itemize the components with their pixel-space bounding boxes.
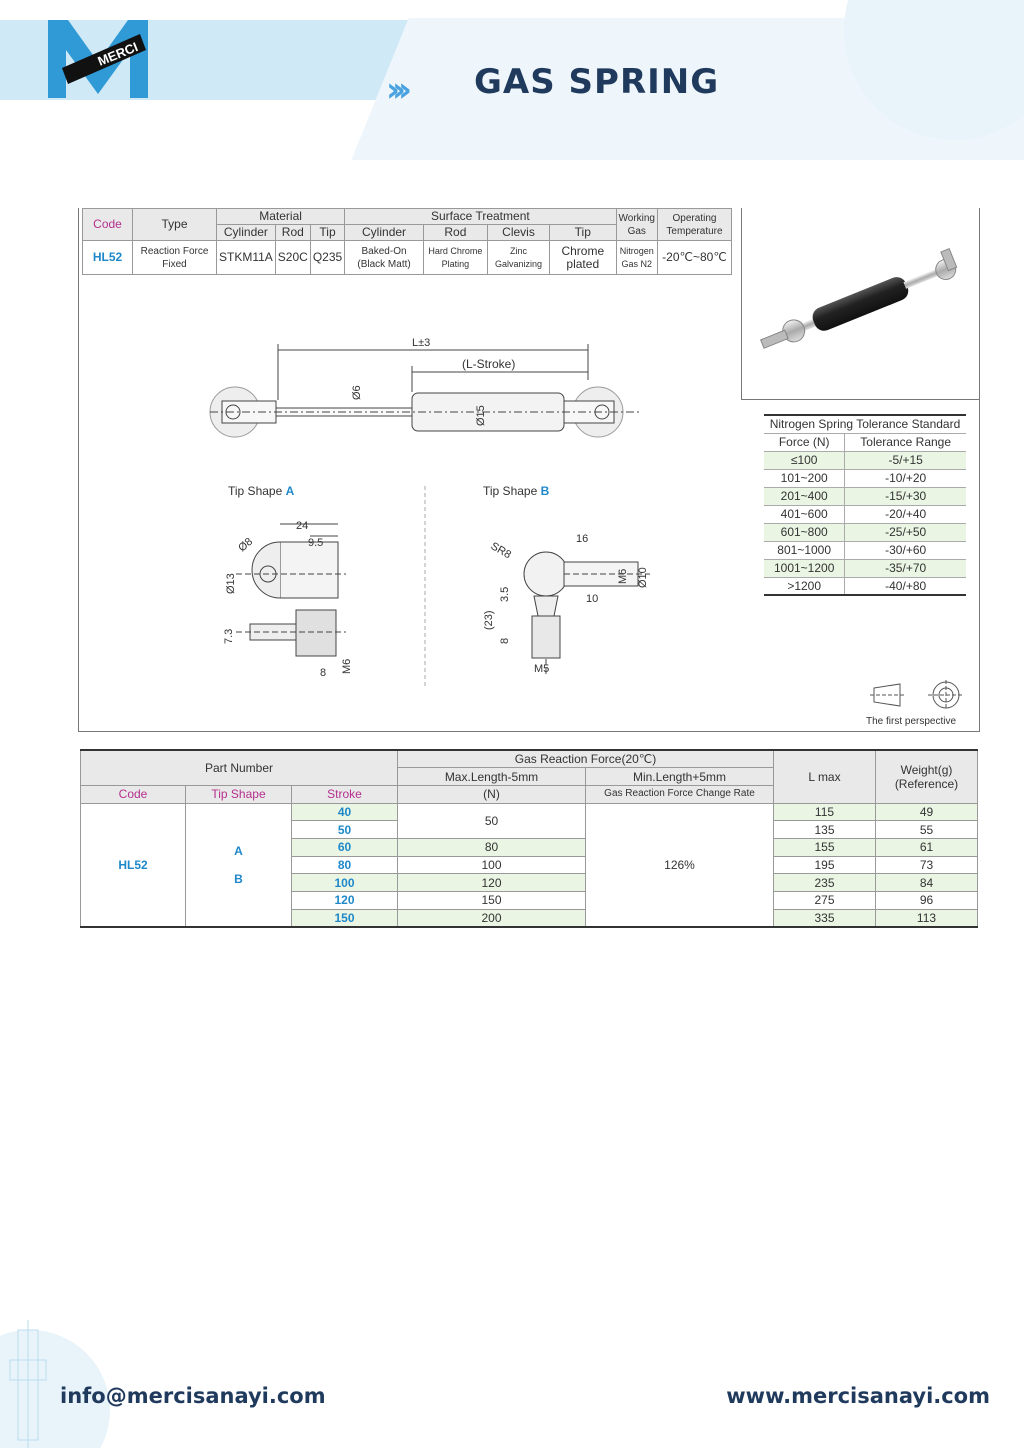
- parts-weight: 49: [876, 803, 978, 821]
- parts-weight: 73: [876, 856, 978, 874]
- tip-shape-a-label: Tip Shape A: [228, 484, 295, 498]
- parts-lmax: 135: [774, 821, 876, 839]
- tolerance-title: Nitrogen Spring Tolerance Standard: [764, 415, 966, 433]
- tolerance-force: 801~1000: [764, 541, 845, 559]
- tip-a-dim-7-3: 7.3: [223, 628, 235, 644]
- parts-stroke: 100: [292, 874, 398, 892]
- brand-logo: [44, 16, 154, 102]
- spec-sub-mat-rod: Rod: [275, 225, 310, 241]
- spec-code-value: HL52: [83, 241, 133, 275]
- tip-b-dim-m5: M5: [534, 663, 550, 675]
- parts-force: 50: [398, 803, 586, 838]
- divider-line: [424, 486, 426, 686]
- parts-header-code: Code: [81, 785, 186, 803]
- spec-sub-mat-cyl: Cylinder: [217, 225, 276, 241]
- parts-weight: 61: [876, 838, 978, 856]
- tolerance-range: -30/+60: [845, 541, 966, 559]
- parts-header-max-length: Max.Length-5mm: [398, 768, 586, 786]
- parts-tip-shape-value: [186, 803, 292, 927]
- parts-force: 200: [398, 909, 586, 927]
- tolerance-range: -15/+30: [845, 487, 966, 505]
- parts-tip-a: A: [234, 843, 243, 858]
- spec-sub-surf-cyl: Cylinder: [345, 225, 424, 241]
- spec-table: [82, 208, 732, 275]
- tip-a-dim-8: 8: [320, 667, 327, 679]
- tip-a-dim-9-5: 9.5: [308, 537, 324, 549]
- brand-text: MERCI: [95, 39, 140, 69]
- spec-header-gas: Working Gas: [616, 209, 658, 241]
- chevron-arrows-icon: ›››: [386, 70, 405, 110]
- tolerance-force: 201~400: [764, 487, 845, 505]
- tip-b-dim-m6: M6: [617, 568, 629, 584]
- tolerance-force: >1200: [764, 577, 845, 595]
- parts-weight: 96: [876, 892, 978, 910]
- tip-b-dim-23: (23): [483, 610, 495, 630]
- parts-lmax: 335: [774, 909, 876, 927]
- tip-a-dim-d8: Ø8: [236, 535, 256, 555]
- tip-b-dim-10: 10: [586, 593, 599, 605]
- spec-mat-tip-value: Q235: [310, 241, 344, 275]
- spec-surf-clevis-value: Zinc Galvanizing: [487, 241, 549, 275]
- tip-a-dim-24: 24: [296, 520, 309, 532]
- spec-type-value: Reaction Force Fixed: [133, 241, 217, 275]
- footer-decoration: [0, 1300, 200, 1448]
- tip-shape-a-drawing: [216, 512, 366, 682]
- parts-lmax: 275: [774, 892, 876, 910]
- tip-a-dim-d13: Ø13: [225, 573, 237, 594]
- spec-gas-value: Nitrogen Gas N2: [616, 241, 658, 275]
- tolerance-header-range: Tolerance Range: [845, 433, 966, 451]
- page-title: GAS SPRING: [474, 62, 720, 102]
- footer-email-link[interactable]: info@mercisanayi.com: [60, 1384, 326, 1408]
- parts-stroke: 60: [292, 838, 398, 856]
- parts-lmax: 235: [774, 874, 876, 892]
- parts-header-change-rate: Gas Reaction Force Change Rate: [586, 785, 774, 803]
- parts-header-weight: Weight(g) (Reference): [876, 750, 978, 803]
- part-number-table: [80, 749, 978, 928]
- parts-header-stroke: Stroke: [292, 785, 398, 803]
- spec-sub-surf-tip: Tip: [550, 225, 616, 241]
- tip-a-dim-m6: M6: [341, 658, 353, 674]
- parts-code-value: HL52: [81, 803, 186, 927]
- parts-header-part-number: Part Number: [81, 750, 398, 785]
- gas-spring-diagram: [200, 330, 660, 460]
- tip-b-dim-d10: Ø10: [637, 567, 649, 588]
- tolerance-force: ≤100: [764, 451, 845, 469]
- spec-sub-surf-rod: Rod: [423, 225, 487, 241]
- parts-stroke: 120: [292, 892, 398, 910]
- parts-stroke: 150: [292, 909, 398, 927]
- spec-header-temp: Operating Temperature: [658, 209, 732, 241]
- tolerance-range: -5/+15: [845, 451, 966, 469]
- tip-b-dim-3-5: 3.5: [499, 586, 511, 602]
- tolerance-range: -10/+20: [845, 469, 966, 487]
- cylinder-diameter-dim: Ø15: [475, 405, 487, 426]
- tip-b-dim-16: 16: [576, 533, 589, 545]
- rod-diameter-dim: Ø6: [351, 385, 363, 400]
- spec-mat-cyl-value: STKM11A: [217, 241, 276, 275]
- tolerance-force: 101~200: [764, 469, 845, 487]
- tip-shape-b-label: Tip Shape B: [483, 484, 550, 498]
- stroke-dim: (L-Stroke): [462, 357, 516, 371]
- spec-surf-tip-value: Chrome plated: [550, 241, 616, 275]
- tolerance-range: -35/+70: [845, 559, 966, 577]
- parts-force: 80: [398, 838, 586, 856]
- length-dim: L±3: [412, 337, 431, 349]
- parts-weight: 113: [876, 909, 978, 927]
- parts-header-n: (N): [398, 785, 586, 803]
- spec-temp-value: -20℃~80℃: [658, 241, 732, 275]
- tip-b-dim-sr8: SR8: [488, 540, 514, 562]
- spec-header-type: Type: [133, 209, 217, 241]
- tolerance-force: 601~800: [764, 523, 845, 541]
- parts-header-tip-shape: Tip Shape: [186, 785, 292, 803]
- tolerance-force: 401~600: [764, 505, 845, 523]
- tip-shape-b-drawing: [480, 526, 660, 676]
- parts-lmax: 115: [774, 803, 876, 821]
- parts-force: 100: [398, 856, 586, 874]
- parts-weight: 84: [876, 874, 978, 892]
- footer-website-link[interactable]: www.mercisanayi.com: [726, 1384, 990, 1408]
- spec-header-code: Code: [83, 209, 133, 241]
- tolerance-force: 1001~1200: [764, 559, 845, 577]
- tip-b-dim-8: 8: [499, 637, 511, 644]
- parts-header-gas-force: Gas Reaction Force(20℃): [398, 750, 774, 768]
- parts-force: 150: [398, 892, 586, 910]
- tolerance-range: -20/+40: [845, 505, 966, 523]
- product-photo: [741, 208, 979, 400]
- parts-tip-b: B: [234, 871, 243, 886]
- parts-stroke: 40: [292, 803, 398, 821]
- spec-header-surface: Surface Treatment: [345, 209, 616, 225]
- parts-lmax: 155: [774, 838, 876, 856]
- parts-stroke: 80: [292, 856, 398, 874]
- parts-stroke: 50: [292, 821, 398, 839]
- spec-surf-cyl-value: Baked-On (Black Matt): [345, 241, 424, 275]
- tolerance-table: [764, 414, 966, 596]
- parts-header-min-length: Min.Length+5mm: [586, 768, 774, 786]
- spec-mat-rod-value: S20C: [275, 241, 310, 275]
- parts-force: 120: [398, 874, 586, 892]
- spec-sub-mat-tip: Tip: [310, 225, 344, 241]
- spec-header-material: Material: [217, 209, 345, 225]
- parts-change-rate-value: 126%: [586, 803, 774, 927]
- tolerance-range: -40/+80: [845, 577, 966, 595]
- parts-lmax: 195: [774, 856, 876, 874]
- tolerance-header-force: Force (N): [764, 433, 845, 451]
- spec-sub-surf-clevis: Clevis: [487, 225, 549, 241]
- perspective-label: The first perspective: [866, 716, 957, 727]
- spec-surf-rod-value: Hard Chrome Plating: [423, 241, 487, 275]
- parts-header-lmax: L max: [774, 750, 876, 803]
- parts-weight: 55: [876, 821, 978, 839]
- tolerance-range: -25/+50: [845, 523, 966, 541]
